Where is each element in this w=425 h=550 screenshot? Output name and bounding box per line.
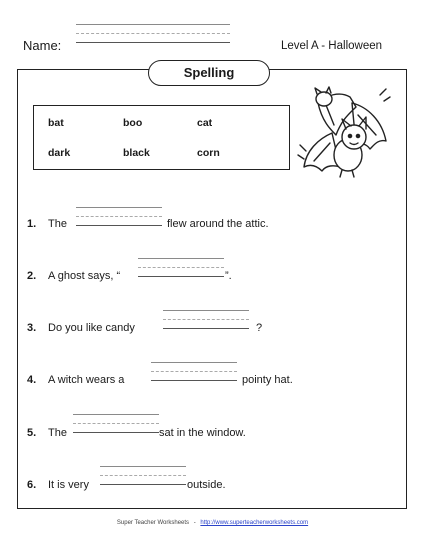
question-text-after: ? — [256, 322, 263, 334]
word-bank-item: dark — [48, 147, 71, 159]
question-text-before: Do you like candy — [48, 322, 135, 334]
answer-line-6[interactable] — [100, 466, 186, 486]
footer-separator: - — [193, 520, 196, 526]
footer-link[interactable]: http://www.superteacherworksheets.com — [200, 520, 309, 526]
answer-line-1[interactable] — [76, 207, 162, 227]
question-text-after: outside. — [187, 479, 226, 491]
bat-cartoon-icon — [296, 85, 392, 185]
question-text-before: A witch wears a — [48, 374, 125, 386]
question-text-after: sat in the window. — [159, 427, 246, 439]
word-bank-item: black — [123, 147, 150, 159]
question-text-before: A ghost says, “ — [48, 270, 121, 282]
question-number: 1. — [27, 218, 37, 230]
footer — [0, 520, 425, 526]
question-number: 4. — [27, 374, 37, 386]
name-label: Name: — [23, 38, 62, 53]
question-number: 3. — [27, 322, 37, 334]
question-text-after: flew around the attic. — [167, 218, 269, 230]
word-bank — [33, 105, 290, 170]
question-text-before: The — [48, 427, 67, 439]
question-number: 5. — [27, 427, 37, 439]
word-bank-item: cat — [197, 117, 213, 129]
answer-line-4[interactable] — [151, 362, 237, 382]
footer-site-name: Super Teacher Worksheets — [116, 520, 190, 526]
worksheet-title: Spelling — [148, 60, 270, 86]
answer-line-5[interactable] — [73, 414, 159, 434]
name-writing-line[interactable] — [76, 24, 230, 44]
question-number: 6. — [27, 479, 37, 491]
word-bank-item: bat — [48, 117, 64, 129]
question-number: 2. — [27, 270, 37, 282]
answer-line-3[interactable] — [163, 310, 249, 330]
question-text-after: ”. — [225, 270, 232, 282]
level-label: Level A - Halloween — [281, 40, 383, 52]
question-text-after: pointy hat. — [242, 374, 293, 386]
word-bank-item: boo — [123, 117, 143, 129]
word-bank-item: corn — [197, 147, 220, 159]
answer-line-2[interactable] — [138, 258, 224, 278]
question-text-before: It is very — [48, 479, 89, 491]
question-text-before: The — [48, 218, 67, 230]
